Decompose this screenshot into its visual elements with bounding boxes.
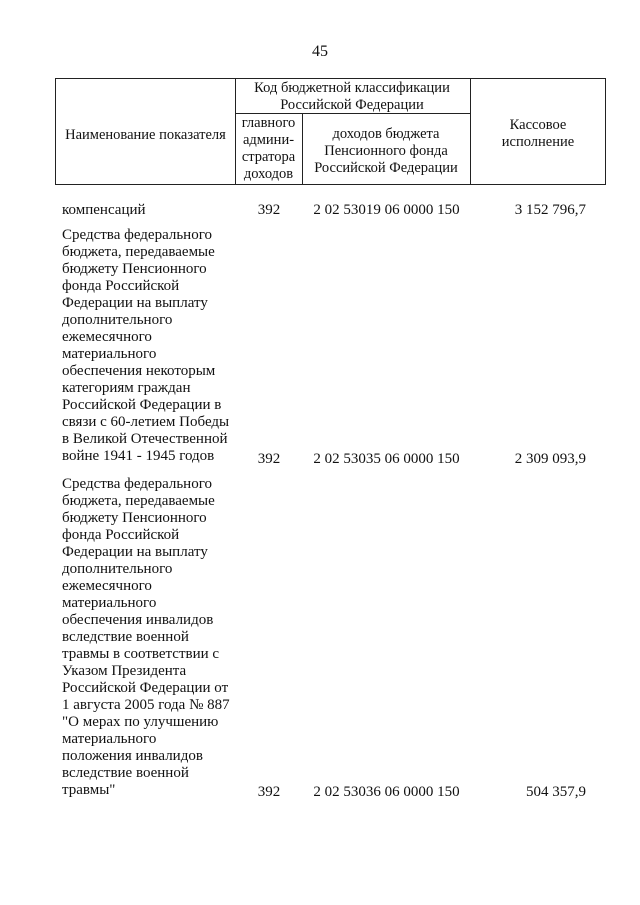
row-indicator-name: Средства федерального бюджета, передаваемые бюджету Пенсионного фонда Российской Федерации на выплату дополнительного ежемесячного материального обеспечения некоторым категориям граждан Российской Федерации в связи с 60-летием Победы в Великой Отечественной войне 1941 - 1945 годов (62, 227, 230, 464)
row-income-code: 2 02 53035 06 0000 150 (313, 451, 460, 467)
row-amount: 2 309 093,9 (514, 451, 586, 467)
page-number: 45 (312, 43, 328, 60)
row-indicator-name: Средства федерального бюджета, передаваемые бюджету Пенсионного фонда Российской Федерации на выплату дополнительного ежемесячного материального обеспечения инвалидов вследствие военной травмы в соответствии с Указом Президента Российской Федерации от 1 августа 2005 года № 887 "О мерах по улучшению материального положения инвалидов вследствие военной травмы" (62, 476, 230, 798)
row-indicator-name: компенсаций (62, 202, 146, 218)
header-cash-execution: Кассовое исполнение (501, 117, 575, 150)
header-chief-admin: главного админи-стратора доходов (241, 115, 296, 182)
header-budget-code-group: Код бюджетной классификации Российской Федерации (254, 80, 450, 113)
row-income-code: 2 02 53036 06 0000 150 (313, 784, 460, 800)
header-indicator-name: Наименование показателя (65, 127, 226, 143)
row-admin-code: 392 (257, 451, 281, 467)
row-admin-code: 392 (257, 784, 281, 800)
header-income-code: доходов бюджета Пенсионного фонда Российской Федерации (314, 126, 458, 176)
row-admin-code: 392 (257, 202, 281, 218)
row-income-code: 2 02 53019 06 0000 150 (313, 202, 460, 218)
row-amount: 3 152 796,7 (514, 202, 586, 218)
row-amount: 504 357,9 (526, 784, 586, 800)
